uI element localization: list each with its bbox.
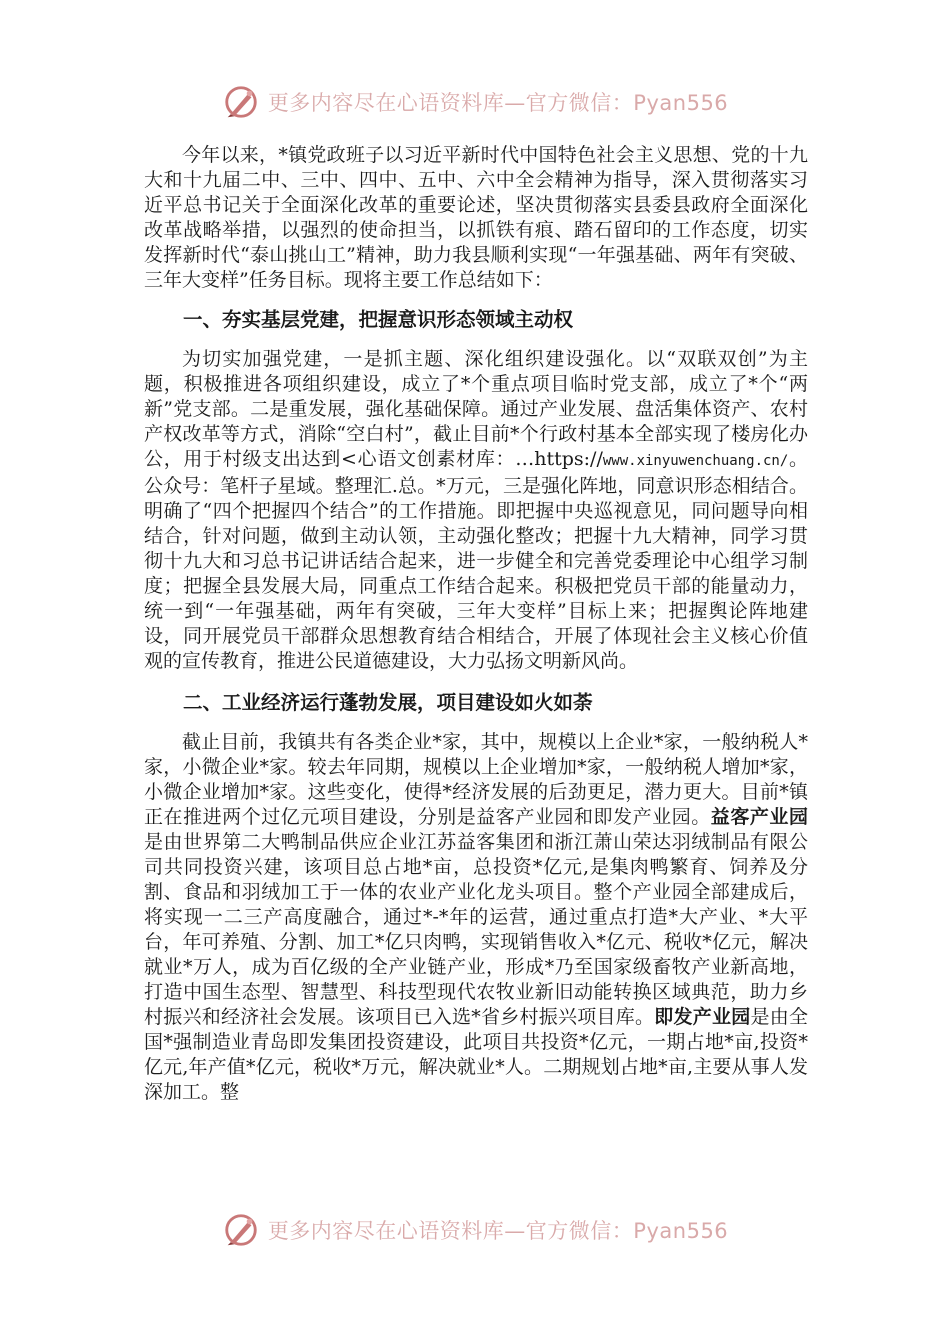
source-url: www.xinyuwenchuang.cn/ — [602, 453, 789, 469]
section-2-paragraph — [144, 730, 808, 1105]
section-1-paragraph — [144, 347, 808, 674]
footer-banner — [0, 1208, 950, 1252]
header-banner — [0, 80, 950, 124]
section-2-heading: 二、工业经济运行蓬勃发展，项目建设如火如荼 — [183, 691, 593, 714]
project-name-yike: 益客产业园 — [710, 806, 808, 828]
banner-text: 更多内容尽在心语资料库—官方微信：Pyan556 — [267, 1219, 729, 1243]
section-1-text-b: 。公众号：笔杆子星域。整理汇.总。*万元，三是强化阵地，同意识形态相结合。明确了“四个把握四个结合”的工作措施。即把握中央巡视意见，同问题导向相结合，针对问题，做到主动认领，主动强化整改；把握十九大精神，同学习贯彻十九大和习总书记讲话结合起来，进一步健全和完善党委理论中心组学习制度；把握全县发展大局，同重点工作结合起来。积极把党员干部的能量动力，统一到“一年强基础，两年有突破，三年大变样”目标上来；把握舆论阵地建设，同开展党员干部群众思想教育结合相结合，开展了体现社会主义核心价值观的宣传教育，推进公民道德建设，大力弘扬文明新风尚。 — [144, 448, 808, 672]
section-1-text-a: 为切实加强党建，一是抓主题、深化组织建设强化。以“双联双创”为主题，积极推进各项组织建设，成立了*个重点项目临时党支部，成立了*个“两新”党支部。二是重发展，强化基础保障。通过产业发展、盘活集体资产、农村产权改革等方式，消除“空白村”，截止目前*个行政村基本全部实现了楼房化办公，用于村级支出达到<心语文创素材库：…https:// — [144, 348, 808, 470]
pen-circle-logo-icon — [222, 1211, 260, 1249]
document-body — [144, 143, 808, 1105]
section-2-text-mid: 是由世界第二大鸭制品供应企业江苏益客集团和浙江萧山荣达羽绒制品有限公司共同投资兴建，该项目总占地*亩，总投资*亿元,是集肉鸭繁育、饲养及分割、食品和羽绒加工于一体的农业产业化龙头项目。整个产业园全部建成后，将实现一二三产高度融合，通过*-*年的运营，通过重点打造*大产业、*大平台，年可养殖、分割、加工*亿只肉鸭，实现销售收入*亿元、税收*亿元，解决就业*万人，成为百亿级的全产业链产业，形成*乃至国家级畜牧产业新高地，打造中国生态型、智慧型、科技型现代农牧业新旧动能转换区域典范，助力乡村振兴和经济社会发展。该项目已入选*省乡村振兴项目库。 — [144, 831, 808, 1028]
section-1-heading: 一、夯实基层党建，把握意识形态领域主动权 — [183, 308, 574, 331]
intro-paragraph: 今年以来，*镇党政班子以习近平新时代中国特色社会主义思想、党的十九大和十九届二中、三中、四中、五中、六中全会精神为指导，深入贯彻落实习近平总书记关于全面深化改革的重要论述，坚决贯彻落实县委县政府全面深化改革战略举措，以强烈的使命担当，以抓铁有痕、踏石留印的工作态度，切实发挥新时代“泰山挑山工”精神，助力我县顺利实现“一年强基础、两年有突破、三年大变样”任务目标。现将主要工作总结如下： — [144, 144, 808, 291]
project-name-jifa: 即发产业园 — [654, 1006, 751, 1028]
section-2-text-end: 是由全国*强制造业青岛即发集团投资建设，此项目共投资*亿元，一期占地*亩,投资*亿元,年产值*亿元，税收*万元，解决就业*人。二期规划占地*亩,主要从事人发深加工。整 — [144, 1006, 808, 1103]
pen-circle-logo-icon — [222, 83, 260, 121]
section-2-text-intro: 截止目前，我镇共有各类企业*家，其中，规模以上企业*家，一般纳税人*家，小微企业*家。较去年同期，规模以上企业增加*家，一般纳税人增加*家，小微企业增加*家。这些变化，使得*经济发展的后劲更足，潜力更大。目前*镇正在推进两个过亿元项目建设，分别是益客产业园和即发产业园。 — [144, 731, 808, 828]
banner-text: 更多内容尽在心语资料库—官方微信：Pyan556 — [267, 91, 729, 115]
